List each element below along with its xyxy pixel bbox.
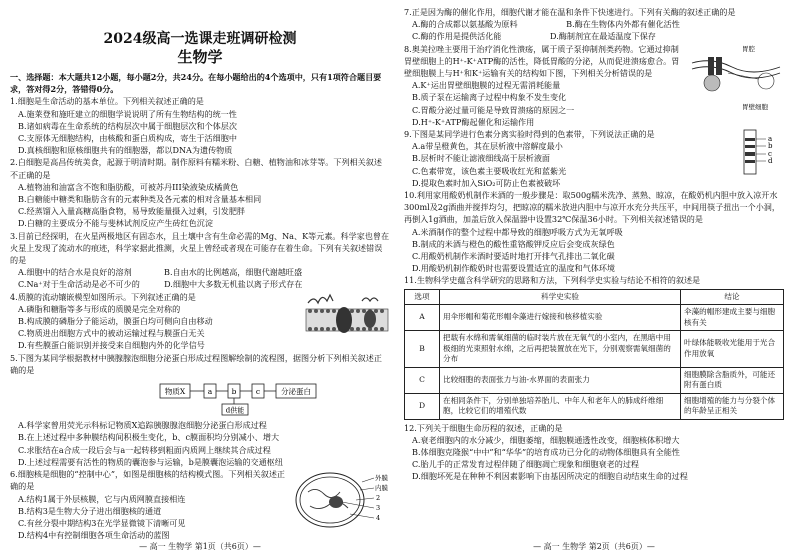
svg-text:a: a — [768, 135, 773, 144]
flow-a: a — [207, 387, 213, 397]
svg-text:内膜: 内膜 — [375, 484, 388, 493]
page-left — [10, 6, 390, 552]
page-right — [404, 6, 784, 552]
secretion-flowchart — [10, 376, 390, 416]
question-3: 3.目前已经探明，在火星两极地区有固态水，且土壤中含有生命必需的Mg、Na、K等元素。科学家也曾在火星上发现了流动水的痕迹，科学家据此推测，火星上曾经或者现在可能存在着生命。下列有关叙述错误的是 A.细胞中的结合水是良好的溶剂 B.自由水的比例越高，细胞代谢越旺盛 C.Na⁺对于生命活动是必不可少的 D.细胞中大多数无机盐以离子形式存在 — [10, 230, 390, 290]
svg-text:胃壁细胞: 胃壁细胞 — [742, 102, 768, 111]
science-history-table — [404, 289, 784, 420]
table-header-row: 选项 科学史实验 结论 — [405, 289, 784, 305]
flow-x: 物质X — [164, 387, 186, 397]
question-8: 胃腔 胃壁细胞 8.奥美拉唑主要用于治疗消化性溃疡，属于质子泵抑制剂类药物。它通过抑制胃壁细胞上的H⁺-K⁺ATP酶的活性，降低胃酸的分泌，从而促进溃疡愈合。胃壁细胞膜上与H⁺和K⁺运输有关的结构如下图，下列相关分析错误的是 A.K⁺运出胃壁细胞膜的过程无需消耗能量 B.质子泵在运输离子过程中构象不发生变化 C.胃酸分泌过量可能是导致胃溃疡的原因之一 D.H⁺-K⁺ATP酶起催化和运输作用 — [404, 43, 784, 128]
membrane-figure — [304, 293, 390, 341]
svg-text:胃腔: 胃腔 — [742, 44, 755, 53]
exam-title: 2024级高一选课走班调研检测 — [103, 31, 297, 47]
table-row: B 把载有水绵和需氧细菌的临时装片放在无氧气的小室内，在黑暗中用极细的光束照射水绵，之后再把装置放在光下，分别观察需氧细菌的分布 叶绿体能吸收光能用于光合作用放氧 — [405, 331, 784, 368]
question-12: 12.下列关于细胞生命历程的叙述，正确的是 A.衰老细胞内的水分减少，细胞萎缩，细胞膜通透性改变，细胞核体积增大 B.体细胞克隆猴“中中”和“华华”的培育成功已分化的动物体细胞具有全能性 C.胎儿手的正常发育过程伴随了细胞凋亡现象和细胞衰老的过程 D.细胞坏死是在种种不利因素影响下由基因所决定的细胞自动结束生命的过程 — [404, 422, 688, 482]
svg-text:3: 3 — [376, 504, 381, 513]
proton-pump-figure — [688, 43, 784, 113]
nucleus-figure — [290, 468, 390, 530]
chromatography-figure — [740, 128, 780, 176]
question-11: 11.生物科学史蕴含科学研究的思路和方法，下列科学史实验与结论不相符的叙述是 选项 科学史实验 结论 A 用伞形帽和菊花形帽伞藻进行嫁接和核移植实验 伞藻的帽形建成主要与细胞核有关 B 把载有水绵和需氧细菌的临时装片放在无氧气的小室内，在黑暗中用极细的光束照射水绵，之后再把装置放在光下，分别观察需氧细菌的分布 叶绿体能吸收光能用于光合作用放氧 C 比较细胞的表面张力与油-水界面的表面张力 细胞膜除含脂质外，可能还附有蛋白质 D 在相同条件下，分别单独培养胎儿、中年人和老年人的肺成纤维细胞，比较它们的增殖代数 细胞增殖的能力与分裂个体的年龄呈正相关 — [404, 274, 784, 419]
svg-text:2: 2 — [376, 494, 381, 503]
svg-text:c: c — [768, 150, 772, 159]
flow-c: c — [255, 387, 261, 397]
section-heading: 一、选择题：本大题共12小题，每小题2分，共24分。在每小题给出的4个选项中，只有1项符合题目要求，答对得2分，答错得0分。 — [10, 72, 382, 95]
svg-text:4: 4 — [376, 514, 381, 523]
table-row: C 比较细胞的表面张力与油-水界面的表面张力 细胞膜除含脂质外，可能还附有蛋白质 — [405, 367, 784, 393]
question-5: 5.下图为某同学根据教材中胰腺腺泡细胞分泌蛋白形成过程图解绘制的流程图，据图分析下列相关叙述正确的是 物质X a b c 分泌蛋白 d供能 A.科学家曾用荧光示科标记物质X追踪胰腺腺泡细胞分泌蛋白形成过程 B.在上述过程中多种膜结构间积极生变化，b、c膜面积均分别减小、增大 C.求胀结在a合成一段后会与a一起转移到粗面内质网上继续其合成过程 D.上述过程需要有活性的物质的囊泡参与运输，b是膜囊泡运输的交通枢纽 — [10, 352, 390, 468]
svg-text:b: b — [768, 142, 773, 151]
flow-d: d供能 — [225, 406, 245, 415]
svg-text:外膜: 外膜 — [375, 474, 388, 483]
page-footer-right: — 高一 生物学 第2页（共6页）— — [533, 542, 655, 551]
question-6: 外膜 内膜 2 3 4 6.细胞核是细胞的“控制中心”，如图是细胞核的结构模式图。下列相关叙述正确的是 A.结构1属于外层核膜，它与内质网膜直接相连 B.结构3是生物大分子进出细胞核的通道 C.有丝分裂中期结构3在光学显微镜下清晰可见 D.结构4中有控制细胞各项生命活动的蓝图 — [10, 469, 388, 541]
question-1: 1.细胞是生命活动的基本单位。下列相关叙述正确的是 A.施莱登和施旺建立的细胞学说说明了所有生物结构的统一性 B.诸如病毒在生命系统的结构层次中属于细胞层次和个体层次 C.支原体无细胞结构，由核酸和蛋白质构成，寄生于活细胞中 D.真核细胞和原核细胞共有的细胞器，都以DNA为遗传物质 — [10, 96, 237, 156]
flow-out: 分泌蛋白 — [281, 387, 311, 397]
question-7: 7.正是因为酶的催化作用，细胞代谢才能在温和条件下快速进行。下列有关酶的叙述正确的是 A.酶的合成都以氨基酸为原料 B.酶在生物体内外都有催化活性 C.酶的作用是提供活化能 D.酶制剂宜在最适温度下保存 — [404, 7, 736, 42]
question-2: 2.白细胞是高昌传统美食，起源于明清时期。制作原料有糯米粉、白糖、植物油和冰芽等。下列相关叙述不正确的是 A.植物油和油富含不饱和脂肪酸，可被苏丹III染液染成橘黄色 B.白糖能中糖类和脂肪含有的元素种类及各元素的相对含量基本相同 C.经蒸馏入入量高糖高脂食物，易导致能量摄入过剩，引发肥胖 D.白糖的主要成分不能与斐林试剂反应产生砖红色沉淀 — [10, 157, 382, 229]
table-row: A 用伞形帽和菊花形帽伞藻进行嫁接和核移植实验 伞藻的帽形建成主要与细胞核有关 — [405, 305, 784, 331]
subject-title: 生物学 — [177, 48, 223, 66]
question-4: 4.质膜的流动镶嵌模型如图所示。下列叙述正确的是 A.磷脂和糖脂等多与形成的质膜是完全对称的 B.构成膜的磷脂分子能运动，膜蛋白均可侧向自由移动 C.物质进出细胞方式中的被动运输过程与膜蛋白无关 D.有些膜蛋白能识别并接受来自细胞内外的化学信号 — [10, 291, 390, 352]
svg-text:d: d — [768, 157, 773, 166]
page-footer-left: — 高一 生物学 第1页（共6页）— — [139, 542, 261, 551]
table-row: D 在相同条件下，分别单独培养胎儿、中年人和老年人的肺成纤维细胞，比较它们的增殖代数 细胞增殖的能力与分裂个体的年龄呈正相关 — [405, 393, 784, 419]
question-10: 10.利用家用酸奶机制作米酒的一般步骤是：取500g糯米洗净、蒸熟、晾凉，在酸奶机内胆中放入凉开水300ml及2g酒曲并搅拌均匀，把晾凉的糯米放进内胆中与凉开水充分共压平，中间用筷子扭出一个小洞，再倒入1g酒曲，加盖后放入保温器中设置32℃保温36小时。下列相关叙述错误的是 A.米酒制作的整个过程中都导致的细胞呼吸方式为无氧呼吸 B.制成的米酒与橙色的酸性重铬酸钾反应后会变成灰绿色 C.用酸奶机制作米酒时要适时地打开排气孔排出二氧化碳 D.用酸奶机制作酸奶时也需要设置适宜的温度和气体环境 — [404, 190, 780, 274]
flow-b: b — [231, 387, 237, 397]
question-9: a b c d 9.下图是某同学进行色素分离实验时得到的色素带，下列说法正确的是 A.a带呈橙黄色，其在层析液中溶解度最小 B.层析时不能让滤液细线高于层析液面 C.色素带宽，该色素主要吸收红光和蓝紫光 D.提取色素时加入SiO₂可防止色素被破坏 — [404, 128, 784, 189]
